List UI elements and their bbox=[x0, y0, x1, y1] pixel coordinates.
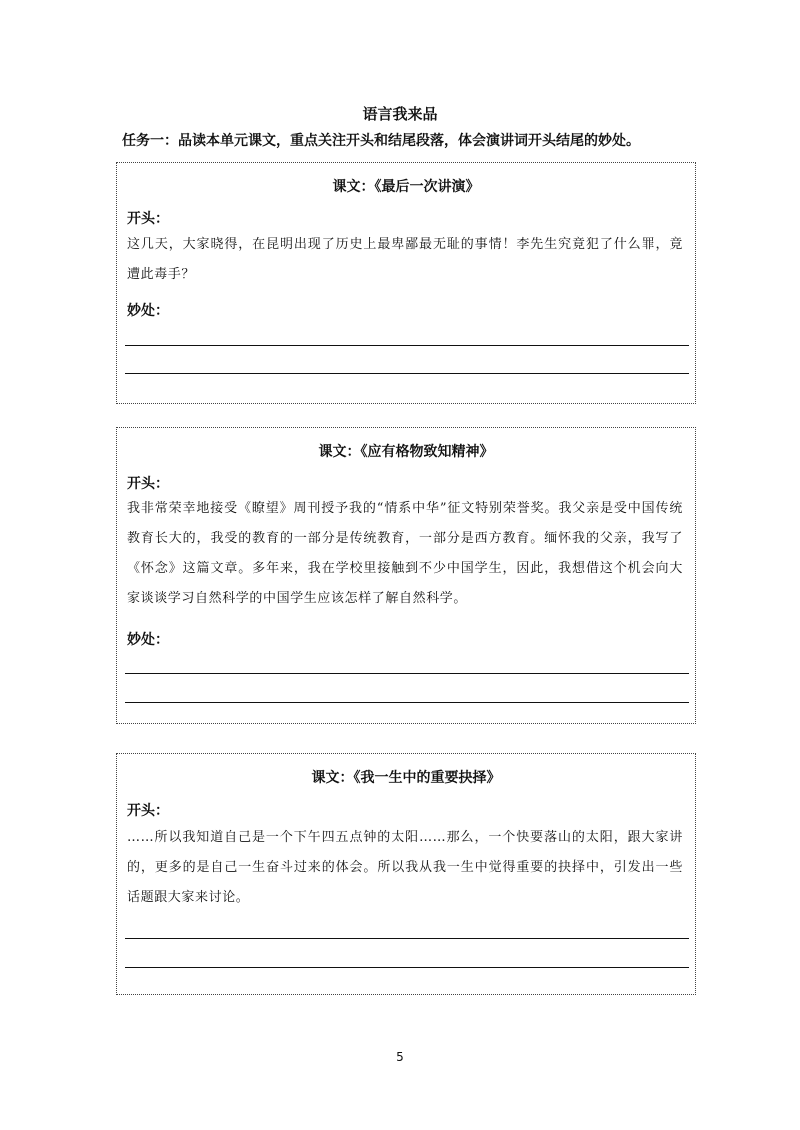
answer-line[interactable] bbox=[125, 345, 689, 346]
lesson-title: 课文：《我一生中的重要抉择》 bbox=[311, 770, 501, 786]
opening-label: 开头： bbox=[127, 803, 169, 819]
answer-line[interactable] bbox=[125, 673, 689, 674]
answer-line[interactable] bbox=[125, 373, 689, 374]
lesson-title: 课文：《最后一次讲演》 bbox=[332, 179, 480, 195]
answer-line[interactable] bbox=[125, 967, 689, 968]
opening-label: 开头： bbox=[127, 211, 169, 227]
effect-label: 妙处： bbox=[127, 632, 169, 648]
page-title: 语言我来品 bbox=[362, 105, 438, 123]
opening-text: 这几天，大家晓得，在昆明出现了历史上最卑鄙最无耻的事情！李先生究竟犯了什么罪，竟遭此毒手？ bbox=[127, 237, 683, 282]
effect-label: 妙处： bbox=[127, 303, 169, 319]
lesson-box-1 bbox=[116, 162, 696, 404]
lesson-box-2 bbox=[116, 427, 696, 724]
opening-label: 开头： bbox=[127, 476, 169, 492]
lesson-title: 课文：《应有格物致知精神》 bbox=[318, 444, 494, 460]
opening-text: 我非常荣幸地接受《瞭望》周刊授予我的“情系中华”征文特别荣誉奖。我父亲是受中国传统教育长大的，我受的教育的一部分是传统教育，一部分是西方教育。缅怀我的父亲，我写了《怀念》这篇文章。多年来，我在学校里接触到不少中国学生，因此，我想借这个机会向大家谈谈学习自然科学的中国学生应该怎样了解自然科学。 bbox=[127, 501, 683, 606]
answer-line[interactable] bbox=[125, 702, 689, 703]
task-instruction: 任务一：品读本单元课文，重点关注开头和结尾段落，体会演讲词开头结尾的妙处。 bbox=[122, 133, 640, 149]
page-number: 5 bbox=[396, 1050, 404, 1064]
answer-line[interactable] bbox=[125, 938, 689, 939]
lesson-box-3 bbox=[116, 753, 696, 995]
opening-text: ……所以我知道自己是一个下午四五点钟的太阳……那么，一个快要落山的太阳，跟大家讲的，更多的是自己一生奋斗过来的体会。所以我从我一生中觉得重要的抉择中，引发出一些话题跟大家来讨论。 bbox=[127, 830, 683, 905]
